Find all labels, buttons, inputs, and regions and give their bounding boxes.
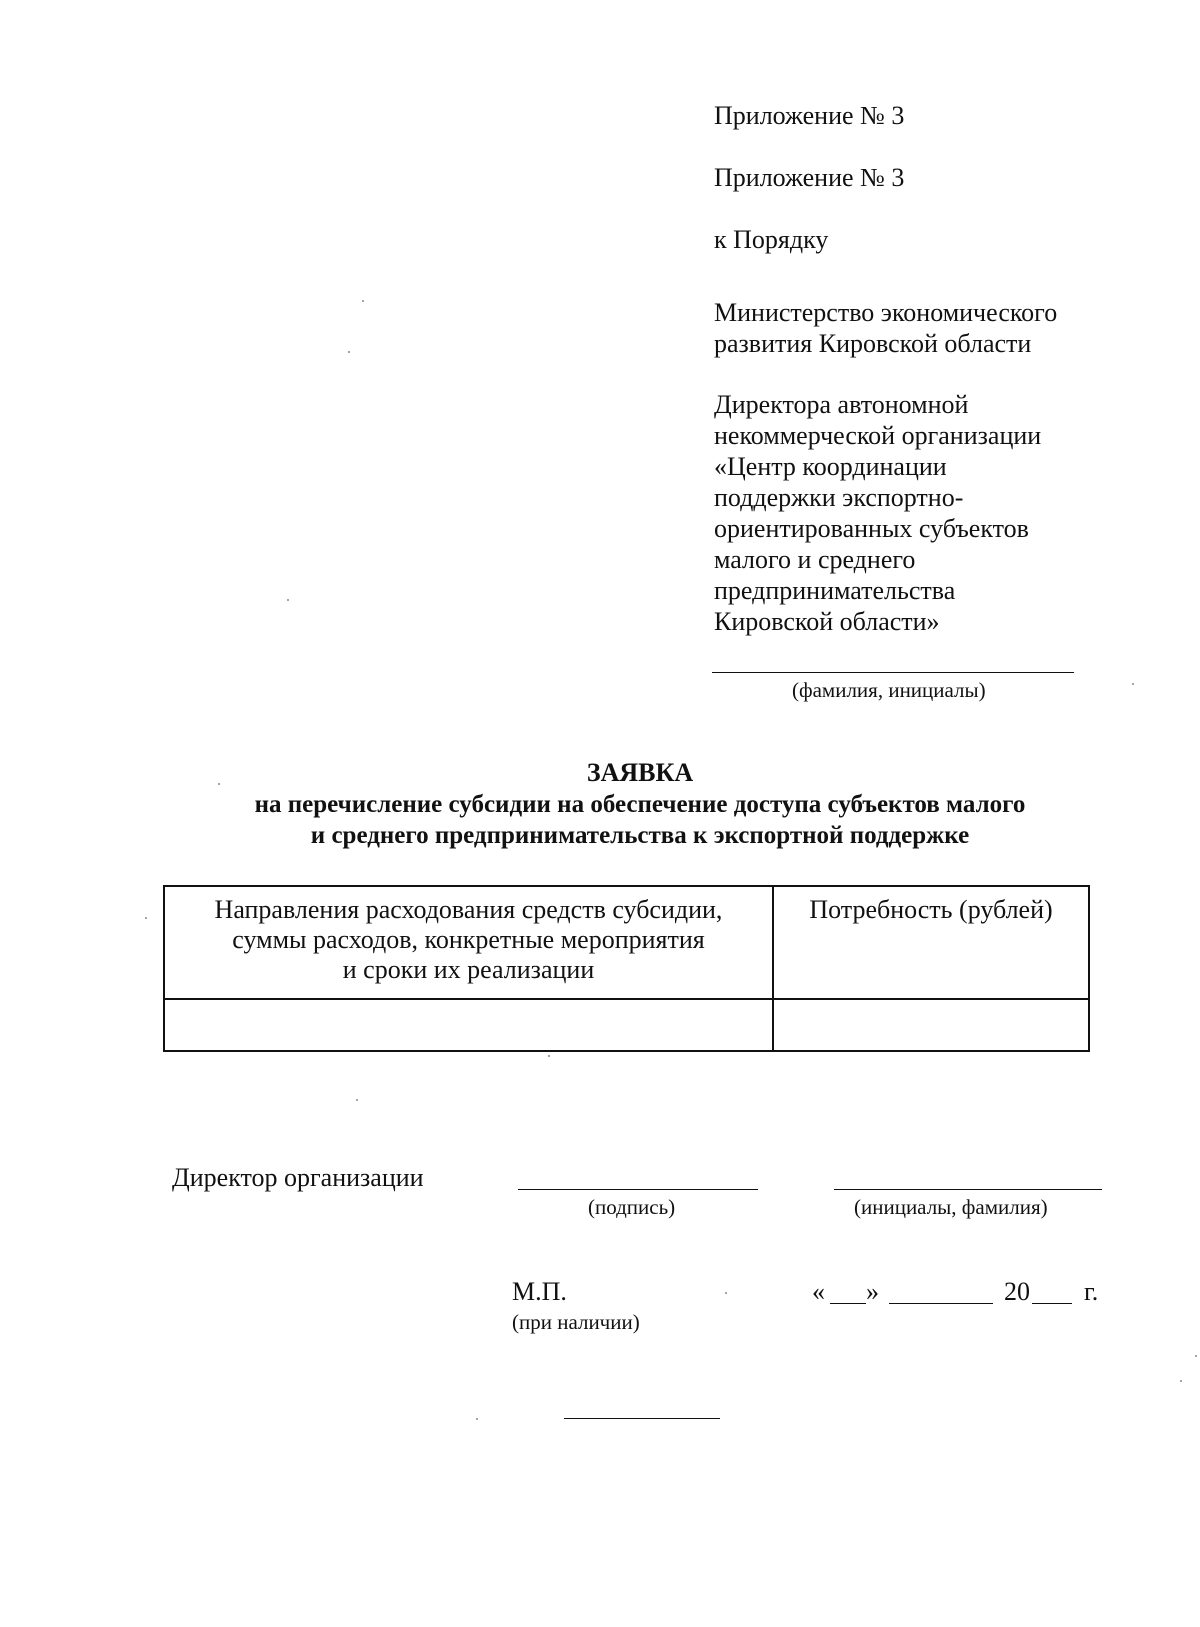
scan-speck <box>356 1099 358 1101</box>
ministry-line: развития Кировской области <box>714 329 1032 358</box>
date-open-quote: « <box>812 1277 825 1306</box>
date-day-line <box>830 1303 866 1304</box>
stamp-label: М.П. <box>512 1277 567 1306</box>
appendix-number-repeat: Приложение № 3 <box>714 163 905 192</box>
scan-speck <box>476 1418 478 1420</box>
subtitle-line: и среднего предпринимательства к экспортной поддержке <box>310 822 970 849</box>
director-addressee <box>714 389 1041 637</box>
signature-caption: (подпись) <box>588 1195 676 1219</box>
scan-speck <box>548 1055 550 1057</box>
scan-speck <box>1180 1380 1182 1382</box>
table-cell-need[interactable] <box>773 999 1089 1051</box>
addressee-line: поддержки экспортно- <box>714 483 964 512</box>
addressee-line: малого и среднего <box>714 545 916 574</box>
subtitle-line: на перечисление субсидии на обеспечение доступа субъектов малого <box>254 791 1026 818</box>
bottom-separator <box>564 1418 720 1419</box>
header-line: и сроки их реализации <box>342 955 595 984</box>
date-close-quote: » <box>866 1277 879 1306</box>
addressee-name-line <box>712 672 1074 673</box>
table-cell-directions[interactable] <box>164 999 773 1051</box>
table-header-directions <box>164 886 773 999</box>
addressee-line: ориентированных субъектов <box>714 514 1029 543</box>
scan-speck <box>1195 1355 1197 1357</box>
addressee-line: «Центр координации <box>714 452 947 481</box>
document-subtitle <box>0 789 1200 851</box>
date-year-prefix: 20 <box>1004 1277 1030 1306</box>
stamp-note: (при наличии) <box>512 1310 640 1334</box>
scan-speck <box>287 599 289 601</box>
date-year-suffix: г. <box>1084 1277 1099 1306</box>
appendix-number: Приложение № 3 <box>714 101 905 130</box>
director-label: Директор организации <box>172 1163 424 1192</box>
scan-speck <box>348 351 350 353</box>
director-name-line <box>834 1189 1102 1190</box>
scan-speck <box>218 783 220 785</box>
document-title: ЗАЯВКА <box>586 758 694 787</box>
date-year-line <box>1032 1303 1072 1304</box>
header-line: суммы расходов, конкретные мероприятия <box>232 925 705 954</box>
addressee-line: Кировской области» <box>714 607 940 636</box>
to-order-label: к Порядку <box>714 225 829 254</box>
date-month-line <box>889 1303 993 1304</box>
table-row <box>164 999 1089 1051</box>
scan-speck <box>725 1292 727 1294</box>
header-line: Направления расходования средств субсидии, <box>214 895 723 924</box>
expenses-table <box>163 885 1090 1052</box>
addressee-line: предпринимательства <box>714 576 956 605</box>
addressee-name-caption: (фамилия, инициалы) <box>792 678 986 702</box>
addressee-line: некоммерческой организации <box>714 421 1042 450</box>
scan-speck <box>362 300 364 302</box>
director-name-caption: (инициалы, фамилия) <box>854 1195 1048 1219</box>
scan-speck <box>1132 683 1134 685</box>
table-header-row <box>164 886 1089 999</box>
addressee-line: Директора автономной <box>714 390 969 419</box>
ministry-line: Министерство экономического <box>714 298 1058 327</box>
table-header-need <box>773 886 1089 999</box>
scan-speck <box>145 917 147 919</box>
header-line: Потребность (рублей) <box>809 895 1053 924</box>
ministry-name <box>714 297 1057 359</box>
signature-line <box>518 1189 758 1190</box>
